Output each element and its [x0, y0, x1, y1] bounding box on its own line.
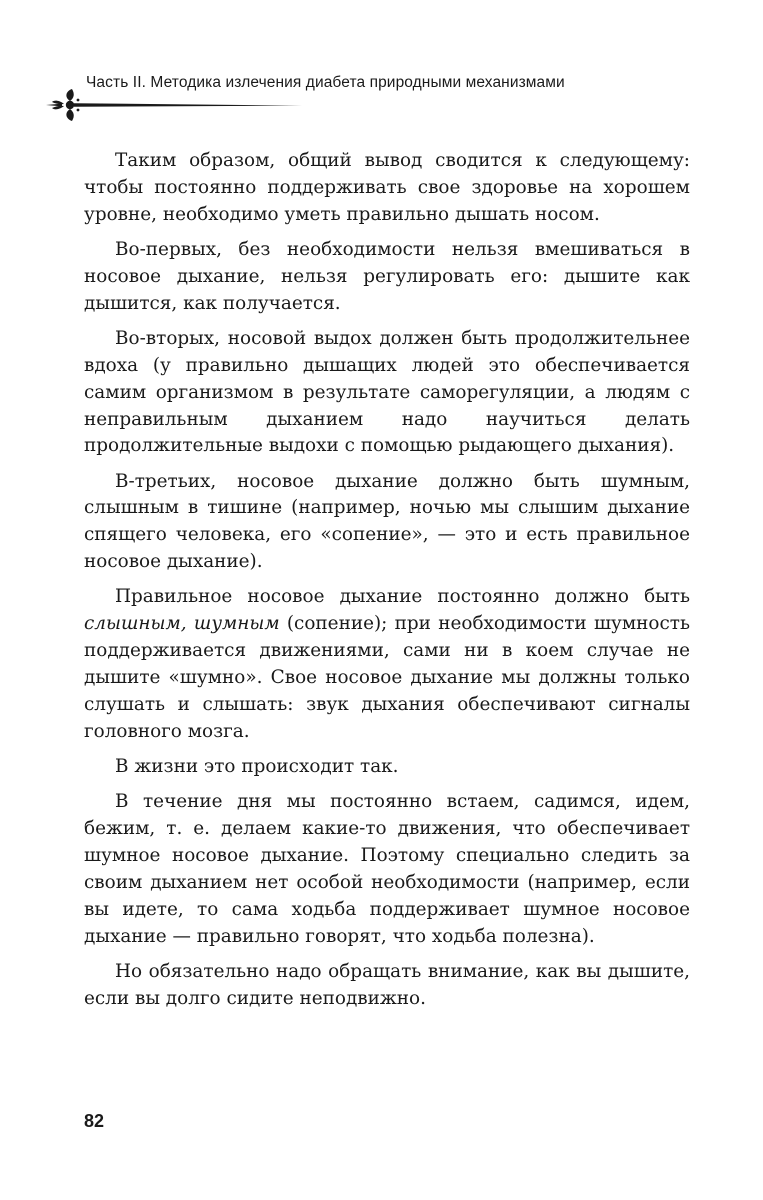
- page-number: 82: [84, 1111, 105, 1131]
- paragraph: В течение дня мы постоянно встаем, садимся, идем, бежим, т. е. делаем какие-то движения, что обеспечивает шумное носовое дыхание. Поэтому специально следить за своим дыханием нет особой необходимости (например, если вы идете, то сама ходьба поддерживает шумное носовое дыхание — правильно говорят, что ходьба полезна).: [84, 791, 690, 947]
- paragraph: [84, 584, 690, 745]
- body-text: [84, 148, 690, 1013]
- running-head: Часть II. Методика излечения диабета природными механизмами: [86, 74, 565, 91]
- emphasis-text: слышным, шумным: [84, 613, 280, 635]
- paragraph: Таким образом, общий вывод сводится к следующему: чтобы постоянно поддерживать свое здоровье на хорошем уровне, необходимо уметь правильно дышать носом.: [84, 150, 690, 225]
- paragraph: Во-первых, без необходимости нельзя вмешиваться в носовое дыхание, нельзя регулировать его: дышите как дышится, как получается.: [84, 238, 690, 314]
- floral-ornament-icon: [44, 88, 304, 128]
- paragraph: Во-вторых, носовой выдох должен быть продолжительнее вдоха (у правильно дышащих людей это обеспечивается самим организмом в результате саморегуляции, а людям с неправильным дыханием надо научиться делать продолжительные выдохи с помощью рыдающего дыхания).: [84, 327, 690, 457]
- paragraph-text: (сопение); при необходимости шумность поддерживается движениями, сами ни в коем случае не дышите «шумно». Свое носовое дыхание мы должны только слушать и слышать: звук дыхания обеспечивают сигналы головного мозга.: [84, 613, 690, 742]
- paragraph: В-третьих, носовое дыхание должно быть шумным, слышным в тишине (например, ночью мы слышим дыхание спящего человека, его «сопение», — это и есть правильное носовое дыхание).: [84, 470, 690, 573]
- paragraph: Но обязательно надо обращать внимание, как вы дышите, если вы долго сидите неподвижно.: [84, 960, 690, 1009]
- paragraph: В жизни это происходит так.: [115, 755, 399, 777]
- paragraph-text: Правильное носовое дыхание постоянно должно быть: [115, 586, 690, 608]
